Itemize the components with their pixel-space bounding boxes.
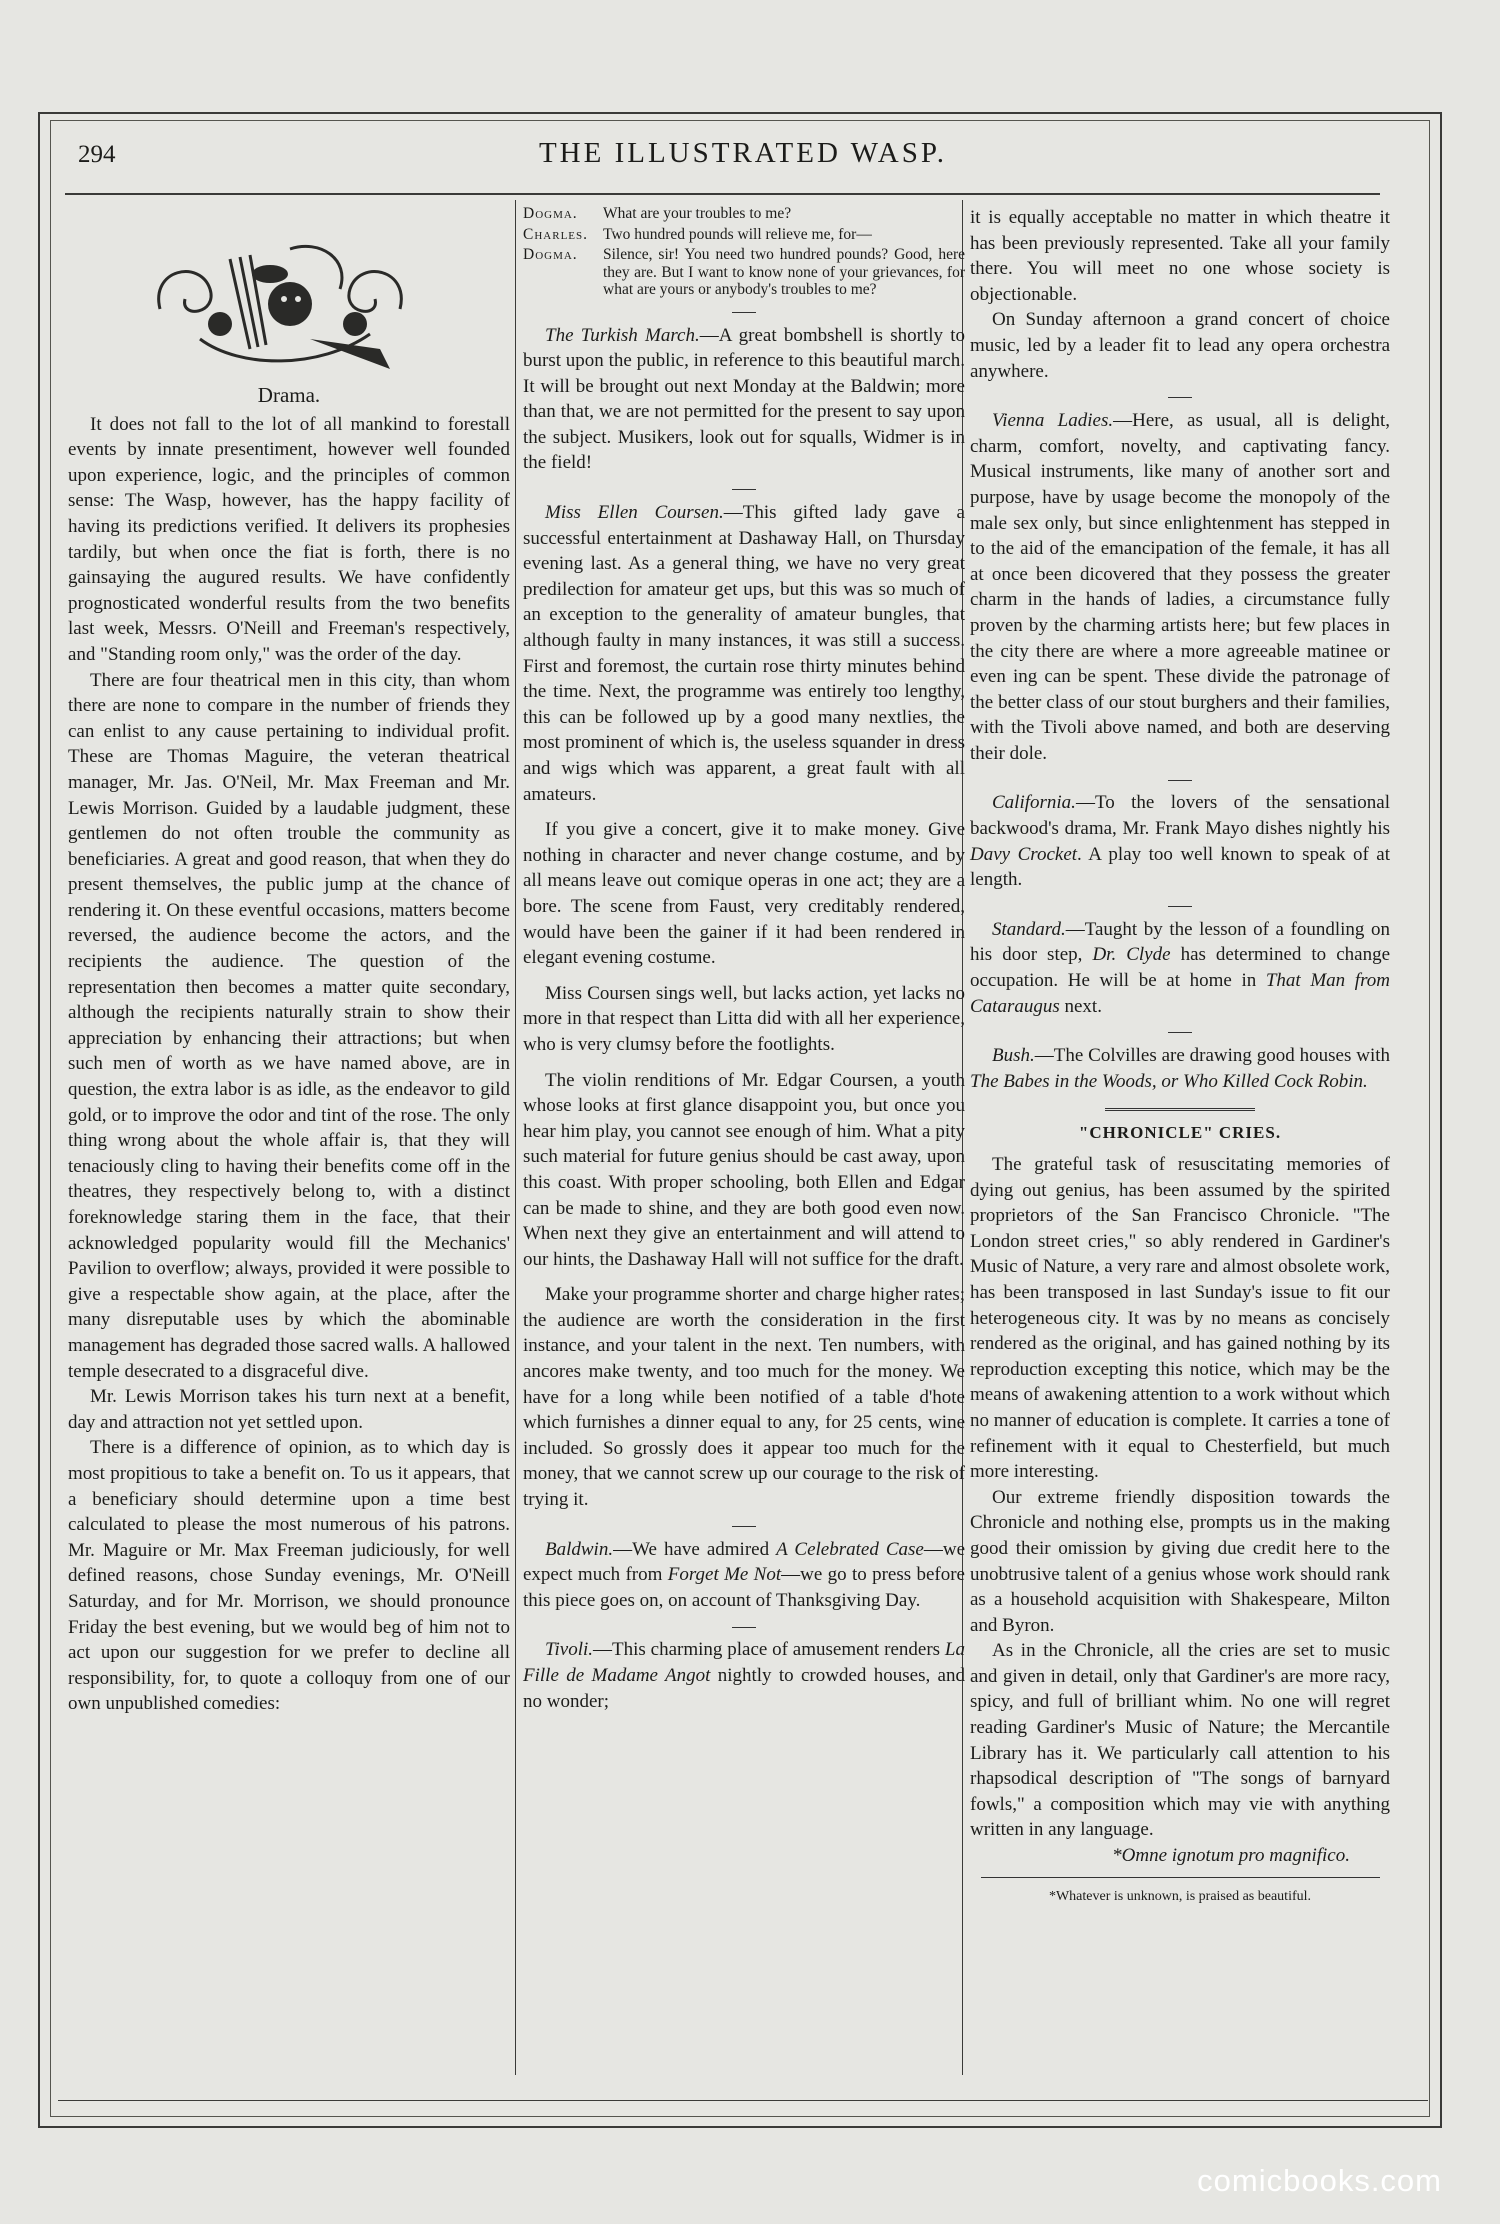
section-separator	[970, 1025, 1390, 1039]
speaker: Dogma.	[523, 246, 578, 263]
item-text: —The Colvilles are drawing good houses with	[1034, 1045, 1390, 1067]
paragraph: Make your programme shorter and charge higher rates; the audience are worth the consideration in the first instance, and your talent in the next. Ten numbers, with ancores make twenty, and too much for the money. We have for a long while been notified of a table d'hote which furnishes a dinner equal to any, for 25 cents, wine included. So grossly does it appear too much for the money, that we cannot screw up our courage to the risk of trying it.	[523, 1284, 965, 1511]
play-title: Davy Crocket	[970, 843, 1078, 865]
item-title: The Turkish March.	[545, 324, 700, 346]
column-3	[970, 205, 1390, 1909]
turkish-march-item	[523, 323, 965, 477]
footnote: *Whatever is unknown, is praised as beautiful.	[1048, 1888, 1312, 1904]
section-separator	[523, 1619, 965, 1633]
item-title: Bush.	[992, 1045, 1035, 1067]
paragraph: There is a difference of opinion, as to which day is most propitious to take a benefit on. To us it appears, that a beneficiary should determine upon a time best calculated to please the most numerous of his patrons. Mr. Maguire or Mr. Max Freeman judiciously, for well defined reasons, chose Sunday evenings, Mr. O'Neill Saturday, and for Mr. Morrison, we should pronounce Friday the best evening, but we would beg of him not to act upon our suggestion for we prefer to decline all responsibility, for, to quote a colloquy from one of our own unpublished comedies:	[68, 1437, 510, 1715]
comedy-dialogue	[523, 205, 965, 299]
section-title: Drama.	[257, 383, 321, 407]
standard-item	[970, 917, 1390, 1019]
play-title: Forget Me Not	[667, 1564, 782, 1586]
item-text: —we expect much from	[523, 1538, 966, 1586]
header-rule	[65, 193, 1380, 195]
paragraph: It does not fall to the lot of all mankind to forestall events by innate presentiment, however well founded upon experience, logic, and the principles of common sense: The Wasp, however, has the happy facility of having its predictions verified. It delivers its prophesies tardily, but when once the fiat is forth, there is no gainsaying the augured results. We have confidently prognosticated wonderful results from the two benefits last week, Messrs. O'Neill and Freeman's respectively, and "Standing room only," was the order of the day.	[68, 413, 510, 665]
baldwin-item	[523, 1537, 965, 1614]
item-title: Vienna Ladies.	[992, 410, 1114, 432]
paragraph: On Sunday afternoon a grand concert of choice music, led by a leader fit to lead any opera orchestra anywhere.	[970, 309, 1390, 382]
character-name: Dr. Clyde	[1092, 944, 1171, 966]
item-text: —Here, as usual, all is delight, charm, comfort, novelty, and captivating fancy. Musical instruments, like many of another sort and purpose, have by usage become the monopoly of the male sex only, but since enlightenment has stepped in to the aid of the emancipation of the female, it has all at once been dicovered that they possess the greater charm in the hands of ladies, a circumstance fully proven by the charming artists here; but few places in the city there are where a more agreeable matinee or even ing can be spent. These divide the patronage of the better class of our stout burghers and their families, with the Tivoli above named, and both are deserving their dole.	[970, 410, 1390, 764]
item-text: nightly to crowded houses, and no wonder;	[523, 1665, 965, 1712]
tivoli-item	[523, 1637, 965, 1714]
item-text: next.	[1059, 995, 1102, 1017]
play-title: The Babes in the Woods, or Who Killed Cock Robin.	[970, 1070, 1368, 1092]
item-text: has determined to change occupation. He will be at home in	[970, 944, 1391, 992]
paragraph: it is equally acceptable no matter in which theatre it has been previously represented. Take all your family there. You will meet no one whose society is objectionable.	[970, 207, 1390, 305]
coursen-item	[523, 500, 965, 807]
bottom-rule	[58, 2100, 1428, 2101]
item-title: Tivoli.	[545, 1639, 594, 1661]
article-title: "CHRONICLE" CRIES.	[1078, 1123, 1282, 1143]
section-separator	[523, 1519, 965, 1533]
section-separator	[523, 305, 965, 319]
item-title: Miss Ellen Coursen.	[545, 502, 724, 524]
section-separator	[970, 772, 1390, 786]
column-1	[68, 205, 510, 1717]
article-separator	[970, 1102, 1390, 1114]
item-text: —We have admired	[613, 1538, 777, 1560]
paragraph: There are four theatrical men in this city, than whom there are none to compare in the number of friends they can enlist to any cause pertaining to individual profit. These are Thomas Maguire, the veteran theatrical manager, Mr. Jas. O'Neil, Mr. Max Freeman and Mr. Lewis Morrison. Guided by a laudable judgment, these gentlemen do not often trouble the community as beneficiaries. A great and good reason, that when they do present themselves, the public jump at the chance of rendering it. On these eventful occasions, matters become reversed, the audience become the actors, and the recipients the audience. The question of the representation then becomes a matter quite secondary, although the recipients naturally strain to show their appreciation by enhancing their attractions; but when such men of worth as we have named above, are in question, the extra labor is as idle, as the endeavor to gild gold, or to improve the odor and tint of the rose. The only thing wrong about the whole affair is, that they will tenaciously cling to having their benefits come off in the theatres, they respectively belong to, with a distinct foreknowledge staring them in the face, that their acknowledged popularity would fill the Mechanics' Pavilion to overflow; always, provided it were possible to give a respectable show again, at the place, after the many disreputable uses by which the abominable management has degraded those sacred walls. A hallowed temple desecrated to a disgraceful dive.	[68, 669, 510, 1382]
masthead-title: THE ILLUSTRATED WASP.	[538, 137, 948, 169]
paragraph: The grateful task of resuscitating memories of dying out genius, has been assumed by the spirited proprietors of the San Francisco Chronicle. "The London street cries," so ably rendered in Gardiner's Music of Nature, a very rare and almost obsolete work, has been transposed in last Sunday's issue to fit our heterogeneous city. It was by no means as concisely rendered as the original, and has gained nothing by its reproduction excepting this notice, which may be the means of awakening attention to a work without which no manner of education is complete. It carries a tone of refinement with it equal to Chesterfield, but much more interesting.	[970, 1154, 1390, 1483]
speaker: Dogma.	[523, 205, 578, 222]
page-number: 294	[78, 141, 116, 168]
item-title: Baldwin.	[545, 1538, 614, 1560]
item-text: —This charming place of amusement renders	[593, 1639, 945, 1661]
play-title: La Fille de Madame Angot	[523, 1639, 965, 1686]
dialogue-text: Silence, sir! You need two hundred pounds? Good, here they are. But I want to know none of your grievances, for what are yours or anybody's troubles to me?	[603, 246, 965, 298]
item-text: —To the lovers of the sensational backwood's drama, Mr. Frank Mayo dishes nightly his	[970, 792, 1390, 840]
paragraph: As in the Chronicle, all the cries are set to music and given in detail, only that Gardiner's are more racy, spicy, and full of brilliant whim. No one will regret reading Gardiner's Music of Nature; the Mercantile Library has it. We particularly call attention to his rhapsodical description of "The songs of barnyard fowls," a composition which may vie with anything written in any language.	[970, 1640, 1390, 1841]
dialogue-line	[523, 246, 965, 299]
item-title: California.	[992, 792, 1076, 814]
dialogue-text: Two hundred pounds will relieve me, for—	[603, 225, 872, 243]
item-text: —we go to press before this piece goes on, on account of Thanksgiving Day.	[523, 1564, 965, 1611]
play-title: That Man from Cataraugus	[970, 970, 1390, 1017]
paragraph: If you give a concert, give it to make money. Give nothing in character and never change costume, and by all means leave out comique operas in one act; they are a bore. The scene from Faust, very creditably rendered, would have been the gainer if it had been rendered in elegant evening costume.	[523, 819, 965, 969]
footnote-rule	[981, 1877, 1380, 1878]
paragraph: The violin renditions of Mr. Edgar Coursen, a youth whose looks at first glance disappoint you, but once you hear him play, you cannot see enough of him. What a pity such material for future genius should be cast away, upon this coast. With proper schooling, both Ellen and Edgar can be made to shine, and they are both good even now. When next they give an entertainment and will attend to our hints, the Dashaway Hall will not suffice for the draft.	[523, 1069, 965, 1270]
page-header	[78, 135, 1408, 179]
paragraph: Mr. Lewis Morrison takes his turn next at a benefit, day and attraction not yet settled upon.	[68, 1386, 510, 1433]
play-title: A Celebrated Case	[776, 1538, 924, 1560]
item-text: —Taught by the lesson of a foundling on his door step,	[970, 918, 1390, 966]
drama-ornament-icon	[140, 229, 420, 379]
section-separator	[970, 899, 1390, 913]
dialogue-line	[523, 226, 965, 244]
dialogue-line	[523, 205, 965, 223]
item-text: . A play too well known to speak of at length.	[970, 843, 1390, 891]
item-title: Standard.	[992, 918, 1066, 940]
speaker: Charles.	[523, 225, 588, 243]
dialogue-text: What are your troubles to me?	[603, 205, 792, 222]
paragraph: Our extreme friendly disposition towards the Chronicle and nothing else, prompts us in the making good their omission by giving due credit here to the unobtrusive talent of a genius whose work should rank as a household acquisition with Shakespeare, Milton and Byron.	[970, 1486, 1390, 1636]
bush-item	[970, 1043, 1390, 1094]
watermark: comicbooks.com	[1197, 2163, 1442, 2198]
epigraph: *Omne ignotum pro magnifico.	[1112, 1845, 1350, 1867]
column-divider	[515, 200, 516, 2075]
section-separator	[970, 390, 1390, 404]
california-item	[970, 790, 1390, 892]
item-text: —This gifted lady gave a successful entertainment at Dashaway Hall, on Thursday evening last. As a general thing, we have no very great predilection for amateur get ups, but this was so much of an exception to the generality of amateur bungles, that although faulty in many instances, it was still a success. First and foremost, the curtain rose thirty minutes behind the time. Next, the programme was entirely too lengthy, this can be followed up by a good many nextlies, the most prominent of which is, the useless squander in dress and wigs which was apparent, a great fault with all amateurs.	[523, 502, 965, 805]
item-text: —A great bombshell is shortly to burst upon the public, in reference to this beautiful march. It will be brought out next Monday at the Baldwin; more than that, we are not permitted for the present to say upon the subject. Musikers, look out for squalls, Widmer is in the field!	[523, 324, 965, 474]
paragraph: Miss Coursen sings well, but lacks action, yet lacks no more in that respect than Litta did with all her experience, who is very clumsy before the footlights.	[523, 982, 965, 1055]
section-separator	[523, 482, 965, 496]
column-2	[523, 205, 965, 1714]
vienna-item	[970, 408, 1390, 766]
